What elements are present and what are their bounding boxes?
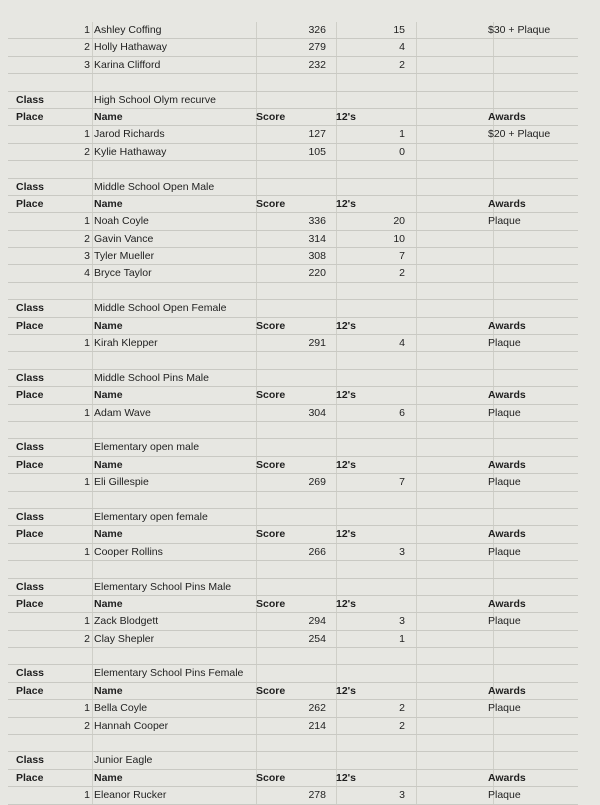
header-row [8,196,578,213]
class-label: Class [16,371,45,384]
name-header: Name [94,771,123,784]
header-row [8,318,578,335]
table-row [8,631,578,648]
table-row [8,335,578,352]
score-cell: 266 [308,545,326,558]
twelves-header: 12's [336,389,357,402]
name-cell: Gavin Vance [94,232,154,245]
twelves-cell: 0 [399,145,405,158]
score-cell: 220 [308,267,326,280]
award-cell: Plaque [488,406,521,419]
score-cell: 232 [308,58,326,71]
twelves-cell: 4 [399,41,405,54]
class-label: Class [16,302,45,315]
class-title: Middle School Open Male [94,180,215,193]
header-row [8,387,578,404]
table-row [8,231,578,248]
score-header: Score [256,110,286,123]
place-cell: 2 [84,41,90,54]
table-row [8,57,578,74]
place-header: Place [16,197,44,210]
spacer-row [8,283,578,300]
class-title: Elementary School Pins Male [94,580,232,593]
header-row [8,457,578,474]
place-cell: 1 [84,406,90,419]
place-header: Place [16,597,44,610]
class-label: Class [16,180,45,193]
header-row [8,596,578,613]
table-row [8,265,578,282]
twelves-cell: 1 [399,632,405,645]
name-header: Name [94,458,123,471]
class-title: Junior Eagle [94,754,153,767]
twelves-header: 12's [336,110,357,123]
twelves-cell: 6 [399,406,405,419]
place-header: Place [16,319,44,332]
class-label: Class [16,754,45,767]
header-row [8,109,578,126]
class-row [8,579,578,596]
place-header: Place [16,771,44,784]
award-cell: Plaque [488,615,521,628]
name-cell: Holly Hathaway [94,41,167,54]
table-row [8,700,578,717]
class-title: Elementary open male [94,441,200,454]
class-label: Class [16,510,45,523]
score-cell: 314 [308,232,326,245]
name-cell: Adam Wave [94,406,151,419]
name-header: Name [94,528,123,541]
class-label: Class [16,580,45,593]
score-cell: 254 [308,632,326,645]
award-cell: Plaque [488,789,521,802]
class-label: Class [16,441,45,454]
awards-header: Awards [488,319,526,332]
spacer-row [8,735,578,752]
score-header: Score [256,684,286,697]
place-header: Place [16,528,44,541]
table-row [8,39,578,56]
class-row [8,439,578,456]
twelves-cell: 7 [399,250,405,263]
place-cell: 1 [84,128,90,141]
place-cell: 1 [84,24,90,36]
name-cell: Zack Blodgett [94,615,159,628]
awards-header: Awards [488,771,526,784]
name-cell: Clay Shepler [94,632,155,645]
twelves-cell: 15 [393,24,405,36]
place-cell: 2 [84,632,90,645]
class-row [8,179,578,196]
table-row [8,474,578,491]
awards-header: Awards [488,389,526,402]
class-row [8,665,578,682]
name-cell: Kylie Hathaway [94,145,167,158]
awards-header: Awards [488,597,526,610]
class-row [8,300,578,317]
twelves-cell: 3 [399,615,405,628]
header-row [8,526,578,543]
score-header: Score [256,197,286,210]
score-header: Score [256,528,286,541]
name-header: Name [94,597,123,610]
place-cell: 1 [84,702,90,715]
place-header: Place [16,684,44,697]
score-header: Score [256,597,286,610]
twelves-cell: 2 [399,58,405,71]
award-cell: Plaque [488,215,521,228]
score-cell: 279 [308,41,326,54]
name-cell: Hannah Cooper [94,719,169,732]
award-cell: Plaque [488,337,521,350]
score-cell: 278 [308,789,326,802]
name-cell: Tyler Mueller [94,250,155,263]
header-row [8,683,578,700]
place-cell: 1 [84,545,90,558]
place-cell: 1 [84,476,90,489]
twelves-header: 12's [336,458,357,471]
score-header: Score [256,458,286,471]
name-cell: Eli Gillespie [94,476,149,489]
place-cell: 2 [84,145,90,158]
class-title: Middle School Pins Male [94,371,209,384]
score-header: Score [256,389,286,402]
score-cell: 294 [308,615,326,628]
awards-header: Awards [488,197,526,210]
name-header: Name [94,389,123,402]
twelves-cell: 2 [399,702,405,715]
spacer-row [8,422,578,439]
twelves-cell: 7 [399,476,405,489]
twelves-header: 12's [336,319,357,332]
table-row [8,787,578,804]
place-cell: 1 [84,215,90,228]
twelves-header: 12's [336,597,357,610]
award-cell: Plaque [488,476,521,489]
name-header: Name [94,110,123,123]
place-cell: 1 [84,337,90,350]
place-cell: 3 [84,58,90,71]
name-header: Name [94,684,123,697]
class-label: Class [16,667,45,680]
place-header: Place [16,389,44,402]
place-cell: 4 [84,267,90,280]
score-header: Score [256,771,286,784]
class-row [8,92,578,109]
table-row [8,718,578,735]
twelves-cell: 20 [393,215,405,228]
score-cell: 291 [308,337,326,350]
place-cell: 2 [84,719,90,732]
spacer-row [8,352,578,369]
table-row [8,405,578,422]
twelves-header: 12's [336,684,357,697]
place-cell: 1 [84,615,90,628]
table-row [8,22,578,39]
table-row [8,544,578,561]
header-row [8,770,578,787]
name-header: Name [94,319,123,332]
twelves-cell: 1 [399,128,405,141]
twelves-cell: 3 [399,789,405,802]
twelves-cell: 4 [399,337,405,350]
twelves-cell: 10 [393,232,405,245]
spacer-row [8,74,578,91]
spacer-row [8,492,578,509]
award-cell: Plaque [488,702,521,715]
score-cell: 105 [308,145,326,158]
award-cell: Plaque [488,545,521,558]
table-row [8,613,578,630]
name-cell: Cooper Rollins [94,545,163,558]
table-row [8,248,578,265]
twelves-cell: 2 [399,267,405,280]
place-cell: 2 [84,232,90,245]
results-sheet [8,22,578,805]
spacer-row [8,648,578,665]
name-cell: Karina Clifford [94,58,161,71]
name-cell: Ashley Coffing [94,24,162,36]
name-cell: Bryce Taylor [94,267,152,280]
score-cell: 262 [308,702,326,715]
class-title: Middle School Open Female [94,302,227,315]
awards-header: Awards [488,684,526,697]
table-row [8,144,578,161]
award-cell: $30 + Plaque [488,24,551,36]
score-cell: 326 [308,24,326,36]
place-cell: 3 [84,250,90,263]
class-label: Class [16,93,45,106]
twelves-header: 12's [336,528,357,541]
score-cell: 308 [308,250,326,263]
class-title: Elementary School Pins Female [94,667,244,680]
class-title: Elementary open female [94,510,208,523]
place-header: Place [16,458,44,471]
award-cell: $20 + Plaque [488,128,551,141]
score-cell: 304 [308,406,326,419]
twelves-header: 12's [336,197,357,210]
table-row [8,213,578,230]
score-cell: 214 [308,719,326,732]
class-row [8,370,578,387]
twelves-cell: 3 [399,545,405,558]
name-cell: Bella Coyle [94,702,148,715]
name-cell: Noah Coyle [94,215,149,228]
name-cell: Jarod Richards [94,128,165,141]
twelves-cell: 2 [399,719,405,732]
name-header: Name [94,197,123,210]
place-cell: 1 [84,789,90,802]
awards-header: Awards [488,528,526,541]
spacer-row [8,561,578,578]
class-row [8,509,578,526]
score-header: Score [256,319,286,332]
spacer-row [8,161,578,178]
score-cell: 336 [308,215,326,228]
name-cell: Eleanor Rucker [94,789,167,802]
score-cell: 269 [308,476,326,489]
class-row [8,752,578,769]
name-cell: Kirah Klepper [94,337,158,350]
awards-header: Awards [488,458,526,471]
place-header: Place [16,110,44,123]
table-row [8,126,578,143]
score-cell: 127 [308,128,326,141]
twelves-header: 12's [336,771,357,784]
class-title: High School Olym recurve [94,93,216,106]
awards-header: Awards [488,110,526,123]
